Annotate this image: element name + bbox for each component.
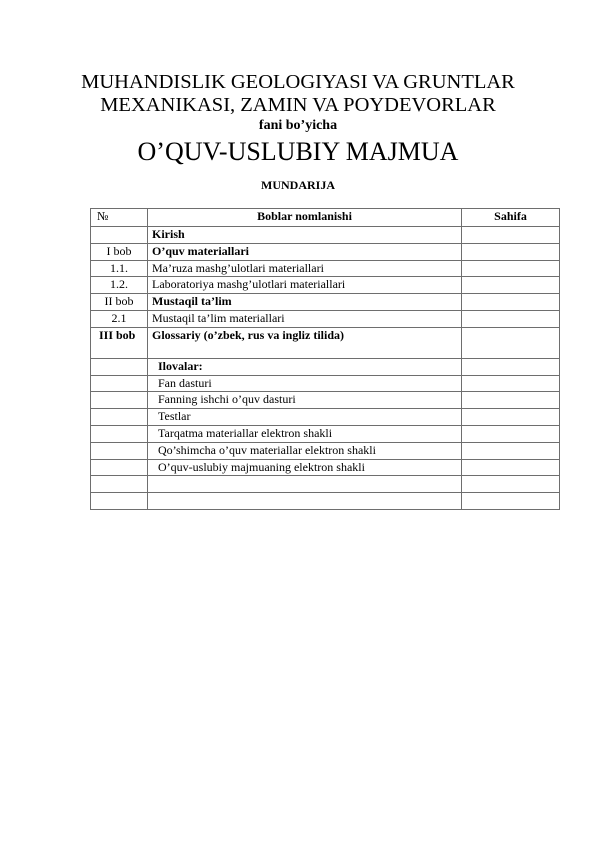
contents-table — [90, 208, 560, 510]
column-header-number: № — [91, 209, 148, 227]
document-main-title: O’QUV-USLUBIY MAJMUA — [137, 137, 459, 166]
row-page — [462, 227, 560, 244]
table-row — [91, 243, 560, 260]
table-row — [91, 310, 560, 327]
table-row — [91, 294, 560, 311]
document-subtitle: fani bo’yicha — [258, 118, 338, 133]
table-row — [91, 375, 560, 392]
row-page — [462, 493, 560, 510]
table-row — [91, 409, 560, 426]
table-header-row — [91, 209, 560, 227]
row-number: 2.1 — [91, 310, 148, 327]
row-page — [462, 294, 560, 311]
row-name: Ilovalar: — [148, 358, 462, 375]
table-row — [91, 227, 560, 244]
table-row — [91, 459, 560, 476]
table-row — [91, 327, 560, 358]
row-name: Glossariy (o’zbek, rus va ingliz tilida) — [148, 327, 462, 358]
row-page — [462, 409, 560, 426]
table-row — [91, 476, 560, 493]
row-number — [91, 442, 148, 459]
row-name: Fanning ishchi o’quv dasturi — [148, 392, 462, 409]
row-page — [462, 243, 560, 260]
row-number — [91, 227, 148, 244]
row-page — [462, 392, 560, 409]
row-page — [462, 476, 560, 493]
table-row — [91, 260, 560, 277]
row-number: I bob — [91, 243, 148, 260]
row-number — [91, 409, 148, 426]
row-number: 1.2. — [91, 277, 148, 294]
row-number — [91, 459, 148, 476]
row-page — [462, 310, 560, 327]
section-heading: MUNDARIJA — [261, 178, 335, 192]
row-name — [148, 493, 462, 510]
row-name — [148, 476, 462, 493]
column-header-page: Sahifa — [462, 209, 560, 227]
row-name: Laboratoriya mashg’ulotlari materiallari — [148, 277, 462, 294]
table-row — [91, 493, 560, 510]
row-number — [91, 493, 148, 510]
row-page — [462, 442, 560, 459]
row-number — [91, 392, 148, 409]
row-page — [462, 327, 560, 358]
row-number — [91, 358, 148, 375]
row-name: Testlar — [148, 409, 462, 426]
table-row — [91, 392, 560, 409]
row-number: II bob — [91, 294, 148, 311]
row-page — [462, 375, 560, 392]
row-number — [91, 425, 148, 442]
row-number — [91, 375, 148, 392]
row-name: Ma’ruza mashg’ulotlari materiallari — [148, 260, 462, 277]
table-row — [91, 442, 560, 459]
row-name: Qo’shimcha o’quv materiallar elektron shakli — [148, 442, 462, 459]
table-row — [91, 425, 560, 442]
row-name: Tarqatma materiallar elektron shakli — [148, 425, 462, 442]
row-page — [462, 358, 560, 375]
row-page — [462, 425, 560, 442]
row-name: Kirish — [148, 227, 462, 244]
row-number — [91, 476, 148, 493]
row-page — [462, 277, 560, 294]
row-page — [462, 260, 560, 277]
document-title-line-1: MUHANDISLIK GEOLOGIYASI VA GRUNTLAR — [81, 71, 515, 93]
row-name: O’quv materiallari — [148, 243, 462, 260]
row-name: Mustaqil ta’lim materiallari — [148, 310, 462, 327]
table-row — [91, 358, 560, 375]
document-title-line-2: MEXANIKASI, ZAMIN VA POYDEVORLAR — [100, 94, 496, 116]
row-name: Mustaqil ta’lim — [148, 294, 462, 311]
row-number: III bob — [91, 327, 148, 358]
column-header-name: Boblar nomlanishi — [148, 209, 462, 227]
row-page — [462, 459, 560, 476]
row-name: O’quv-uslubiy majmuaning elektron shakli — [148, 459, 462, 476]
row-number: 1.1. — [91, 260, 148, 277]
table-row — [91, 277, 560, 294]
row-name: Fan dasturi — [148, 375, 462, 392]
